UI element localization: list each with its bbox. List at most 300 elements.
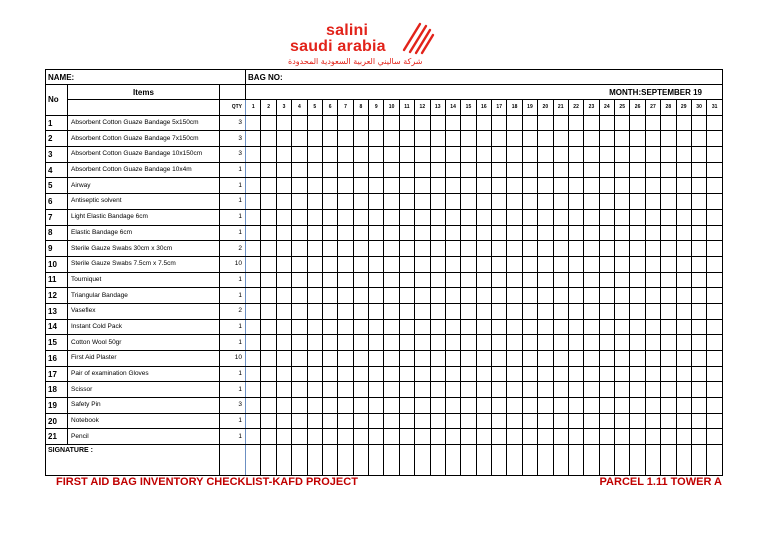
check-cell[interactable] [676,178,691,194]
check-cell[interactable] [707,413,723,429]
check-cell[interactable] [338,131,353,147]
check-cell[interactable] [584,256,599,272]
check-cell[interactable] [261,194,276,210]
check-cell[interactable] [461,351,476,367]
check-cell[interactable] [353,398,368,414]
check-cell[interactable] [691,115,706,131]
check-cell[interactable] [415,303,430,319]
check-cell[interactable] [476,319,491,335]
check-cell[interactable] [676,256,691,272]
check-cell[interactable] [292,209,307,225]
check-cell[interactable] [645,256,660,272]
check-cell[interactable] [630,131,645,147]
check-cell[interactable] [338,115,353,131]
check-cell[interactable] [246,225,261,241]
check-cell[interactable] [384,366,399,382]
check-cell[interactable] [661,413,676,429]
check-cell[interactable] [538,194,553,210]
check-cell[interactable] [599,272,614,288]
check-cell[interactable] [338,256,353,272]
check-cell[interactable] [492,241,507,257]
check-cell[interactable] [445,398,460,414]
check-cell[interactable] [415,335,430,351]
check-cell[interactable] [261,335,276,351]
check-cell[interactable] [538,209,553,225]
check-cell[interactable] [492,194,507,210]
check-cell[interactable] [445,288,460,304]
check-cell[interactable] [615,194,630,210]
check-cell[interactable] [691,335,706,351]
check-cell[interactable] [676,131,691,147]
check-cell[interactable] [322,131,337,147]
check-cell[interactable] [369,256,384,272]
check-cell[interactable] [599,256,614,272]
check-cell[interactable] [369,225,384,241]
check-cell[interactable] [691,413,706,429]
check-cell[interactable] [676,194,691,210]
signature-cell[interactable] [707,445,723,476]
check-cell[interactable] [615,241,630,257]
check-cell[interactable] [415,225,430,241]
check-cell[interactable] [322,351,337,367]
check-cell[interactable] [568,115,583,131]
check-cell[interactable] [599,413,614,429]
check-cell[interactable] [507,288,522,304]
check-cell[interactable] [676,382,691,398]
check-cell[interactable] [369,162,384,178]
check-cell[interactable] [707,225,723,241]
check-cell[interactable] [707,382,723,398]
check-cell[interactable] [630,256,645,272]
check-cell[interactable] [676,272,691,288]
check-cell[interactable] [630,272,645,288]
check-cell[interactable] [553,303,568,319]
check-cell[interactable] [630,319,645,335]
check-cell[interactable] [691,319,706,335]
check-cell[interactable] [522,209,537,225]
check-cell[interactable] [353,115,368,131]
check-cell[interactable] [461,225,476,241]
check-cell[interactable] [476,272,491,288]
check-cell[interactable] [584,162,599,178]
check-cell[interactable] [584,225,599,241]
check-cell[interactable] [522,366,537,382]
check-cell[interactable] [399,115,414,131]
check-cell[interactable] [399,303,414,319]
check-cell[interactable] [676,241,691,257]
check-cell[interactable] [615,225,630,241]
name-field[interactable]: NAME: [46,70,246,85]
check-cell[interactable] [430,429,445,445]
check-cell[interactable] [553,178,568,194]
check-cell[interactable] [522,147,537,163]
check-cell[interactable] [599,131,614,147]
check-cell[interactable] [399,319,414,335]
check-cell[interactable] [568,429,583,445]
check-cell[interactable] [645,335,660,351]
check-cell[interactable] [553,382,568,398]
check-cell[interactable] [492,366,507,382]
check-cell[interactable] [553,366,568,382]
check-cell[interactable] [415,147,430,163]
check-cell[interactable] [338,398,353,414]
check-cell[interactable] [538,162,553,178]
check-cell[interactable] [507,147,522,163]
check-cell[interactable] [369,178,384,194]
check-cell[interactable] [445,335,460,351]
check-cell[interactable] [292,335,307,351]
check-cell[interactable] [568,335,583,351]
check-cell[interactable] [507,131,522,147]
check-cell[interactable] [492,429,507,445]
check-cell[interactable] [430,162,445,178]
check-cell[interactable] [430,194,445,210]
check-cell[interactable] [553,351,568,367]
check-cell[interactable] [445,131,460,147]
check-cell[interactable] [353,272,368,288]
check-cell[interactable] [661,272,676,288]
check-cell[interactable] [384,162,399,178]
check-cell[interactable] [630,162,645,178]
check-cell[interactable] [246,288,261,304]
check-cell[interactable] [553,162,568,178]
check-cell[interactable] [630,382,645,398]
check-cell[interactable] [399,335,414,351]
check-cell[interactable] [553,131,568,147]
check-cell[interactable] [338,335,353,351]
check-cell[interactable] [384,288,399,304]
check-cell[interactable] [384,256,399,272]
check-cell[interactable] [522,351,537,367]
check-cell[interactable] [276,398,291,414]
check-cell[interactable] [276,162,291,178]
check-cell[interactable] [430,209,445,225]
check-cell[interactable] [584,178,599,194]
check-cell[interactable] [645,241,660,257]
signature-cell[interactable] [661,445,676,476]
check-cell[interactable] [415,398,430,414]
signature-cell[interactable] [415,445,430,476]
check-cell[interactable] [568,382,583,398]
check-cell[interactable] [676,398,691,414]
check-cell[interactable] [476,366,491,382]
check-cell[interactable] [661,429,676,445]
check-cell[interactable] [584,115,599,131]
check-cell[interactable] [676,351,691,367]
check-cell[interactable] [568,131,583,147]
check-cell[interactable] [630,178,645,194]
check-cell[interactable] [415,209,430,225]
check-cell[interactable] [707,398,723,414]
check-cell[interactable] [522,241,537,257]
signature-cell[interactable] [645,445,660,476]
check-cell[interactable] [553,429,568,445]
check-cell[interactable] [276,382,291,398]
check-cell[interactable] [261,382,276,398]
check-cell[interactable] [568,225,583,241]
check-cell[interactable] [353,366,368,382]
check-cell[interactable] [384,241,399,257]
check-cell[interactable] [276,351,291,367]
check-cell[interactable] [645,303,660,319]
check-cell[interactable] [292,178,307,194]
check-cell[interactable] [691,429,706,445]
check-cell[interactable] [338,413,353,429]
check-cell[interactable] [476,162,491,178]
check-cell[interactable] [461,209,476,225]
check-cell[interactable] [461,288,476,304]
check-cell[interactable] [599,209,614,225]
check-cell[interactable] [292,366,307,382]
check-cell[interactable] [399,288,414,304]
check-cell[interactable] [707,351,723,367]
check-cell[interactable] [322,225,337,241]
check-cell[interactable] [584,351,599,367]
check-cell[interactable] [430,272,445,288]
check-cell[interactable] [630,335,645,351]
check-cell[interactable] [507,319,522,335]
check-cell[interactable] [276,335,291,351]
check-cell[interactable] [707,288,723,304]
check-cell[interactable] [553,147,568,163]
check-cell[interactable] [445,429,460,445]
check-cell[interactable] [246,272,261,288]
signature-cell[interactable] [369,445,384,476]
check-cell[interactable] [322,209,337,225]
check-cell[interactable] [461,256,476,272]
check-cell[interactable] [461,131,476,147]
check-cell[interactable] [615,351,630,367]
signature-cell[interactable] [568,445,583,476]
check-cell[interactable] [676,147,691,163]
check-cell[interactable] [492,178,507,194]
check-cell[interactable] [476,115,491,131]
check-cell[interactable] [292,382,307,398]
check-cell[interactable] [338,319,353,335]
check-cell[interactable] [676,319,691,335]
check-cell[interactable] [538,178,553,194]
check-cell[interactable] [276,241,291,257]
check-cell[interactable] [384,272,399,288]
check-cell[interactable] [415,429,430,445]
check-cell[interactable] [261,162,276,178]
check-cell[interactable] [615,115,630,131]
check-cell[interactable] [369,335,384,351]
check-cell[interactable] [338,194,353,210]
check-cell[interactable] [492,335,507,351]
check-cell[interactable] [353,429,368,445]
check-cell[interactable] [384,335,399,351]
check-cell[interactable] [292,398,307,414]
check-cell[interactable] [430,115,445,131]
check-cell[interactable] [615,382,630,398]
check-cell[interactable] [691,194,706,210]
check-cell[interactable] [645,272,660,288]
check-cell[interactable] [568,178,583,194]
check-cell[interactable] [276,256,291,272]
check-cell[interactable] [645,319,660,335]
check-cell[interactable] [615,429,630,445]
check-cell[interactable] [538,288,553,304]
check-cell[interactable] [369,398,384,414]
check-cell[interactable] [538,225,553,241]
check-cell[interactable] [476,413,491,429]
check-cell[interactable] [707,162,723,178]
check-cell[interactable] [599,194,614,210]
check-cell[interactable] [615,335,630,351]
check-cell[interactable] [276,366,291,382]
check-cell[interactable] [399,241,414,257]
check-cell[interactable] [645,131,660,147]
check-cell[interactable] [399,398,414,414]
check-cell[interactable] [307,335,322,351]
check-cell[interactable] [553,288,568,304]
check-cell[interactable] [384,115,399,131]
check-cell[interactable] [353,178,368,194]
check-cell[interactable] [661,303,676,319]
check-cell[interactable] [353,288,368,304]
signature-cell[interactable] [522,445,537,476]
check-cell[interactable] [538,241,553,257]
check-cell[interactable] [415,162,430,178]
check-cell[interactable] [568,319,583,335]
check-cell[interactable] [246,131,261,147]
check-cell[interactable] [568,366,583,382]
check-cell[interactable] [538,335,553,351]
check-cell[interactable] [307,366,322,382]
check-cell[interactable] [322,382,337,398]
check-cell[interactable] [630,429,645,445]
check-cell[interactable] [676,429,691,445]
check-cell[interactable] [476,303,491,319]
check-cell[interactable] [445,366,460,382]
check-cell[interactable] [691,351,706,367]
check-cell[interactable] [522,162,537,178]
check-cell[interactable] [415,131,430,147]
check-cell[interactable] [492,398,507,414]
check-cell[interactable] [445,413,460,429]
check-cell[interactable] [399,131,414,147]
check-cell[interactable] [568,241,583,257]
check-cell[interactable] [338,288,353,304]
check-cell[interactable] [322,256,337,272]
check-cell[interactable] [384,178,399,194]
check-cell[interactable] [707,256,723,272]
check-cell[interactable] [707,194,723,210]
check-cell[interactable] [322,194,337,210]
check-cell[interactable] [369,115,384,131]
check-cell[interactable] [353,382,368,398]
check-cell[interactable] [630,225,645,241]
check-cell[interactable] [568,194,583,210]
check-cell[interactable] [553,241,568,257]
check-cell[interactable] [553,413,568,429]
check-cell[interactable] [415,366,430,382]
check-cell[interactable] [553,398,568,414]
check-cell[interactable] [307,194,322,210]
check-cell[interactable] [568,351,583,367]
check-cell[interactable] [661,398,676,414]
check-cell[interactable] [691,241,706,257]
check-cell[interactable] [307,319,322,335]
check-cell[interactable] [707,319,723,335]
check-cell[interactable] [384,209,399,225]
check-cell[interactable] [322,115,337,131]
check-cell[interactable] [292,162,307,178]
check-cell[interactable] [338,303,353,319]
check-cell[interactable] [338,382,353,398]
check-cell[interactable] [476,382,491,398]
check-cell[interactable] [507,178,522,194]
check-cell[interactable] [507,413,522,429]
check-cell[interactable] [246,209,261,225]
check-cell[interactable] [568,398,583,414]
check-cell[interactable] [276,319,291,335]
check-cell[interactable] [568,303,583,319]
check-cell[interactable] [399,413,414,429]
check-cell[interactable] [476,147,491,163]
check-cell[interactable] [538,256,553,272]
check-cell[interactable] [691,131,706,147]
check-cell[interactable] [661,162,676,178]
check-cell[interactable] [492,225,507,241]
check-cell[interactable] [476,335,491,351]
check-cell[interactable] [584,209,599,225]
check-cell[interactable] [246,351,261,367]
check-cell[interactable] [246,194,261,210]
check-cell[interactable] [584,366,599,382]
check-cell[interactable] [599,351,614,367]
check-cell[interactable] [584,319,599,335]
check-cell[interactable] [261,366,276,382]
check-cell[interactable] [676,366,691,382]
check-cell[interactable] [338,209,353,225]
check-cell[interactable] [599,319,614,335]
check-cell[interactable] [492,272,507,288]
check-cell[interactable] [353,351,368,367]
check-cell[interactable] [630,115,645,131]
check-cell[interactable] [415,319,430,335]
check-cell[interactable] [307,398,322,414]
check-cell[interactable] [615,209,630,225]
signature-cell[interactable] [476,445,491,476]
check-cell[interactable] [507,209,522,225]
check-cell[interactable] [384,147,399,163]
check-cell[interactable] [322,335,337,351]
check-cell[interactable] [322,272,337,288]
check-cell[interactable] [461,115,476,131]
check-cell[interactable] [246,382,261,398]
check-cell[interactable] [584,288,599,304]
check-cell[interactable] [445,225,460,241]
check-cell[interactable] [645,178,660,194]
check-cell[interactable] [676,225,691,241]
signature-cell[interactable] [445,445,460,476]
check-cell[interactable] [430,366,445,382]
check-cell[interactable] [322,241,337,257]
check-cell[interactable] [399,366,414,382]
check-cell[interactable] [369,366,384,382]
check-cell[interactable] [399,162,414,178]
check-cell[interactable] [430,398,445,414]
check-cell[interactable] [661,194,676,210]
check-cell[interactable] [461,147,476,163]
check-cell[interactable] [353,413,368,429]
check-cell[interactable] [568,288,583,304]
check-cell[interactable] [476,398,491,414]
check-cell[interactable] [522,288,537,304]
check-cell[interactable] [461,178,476,194]
